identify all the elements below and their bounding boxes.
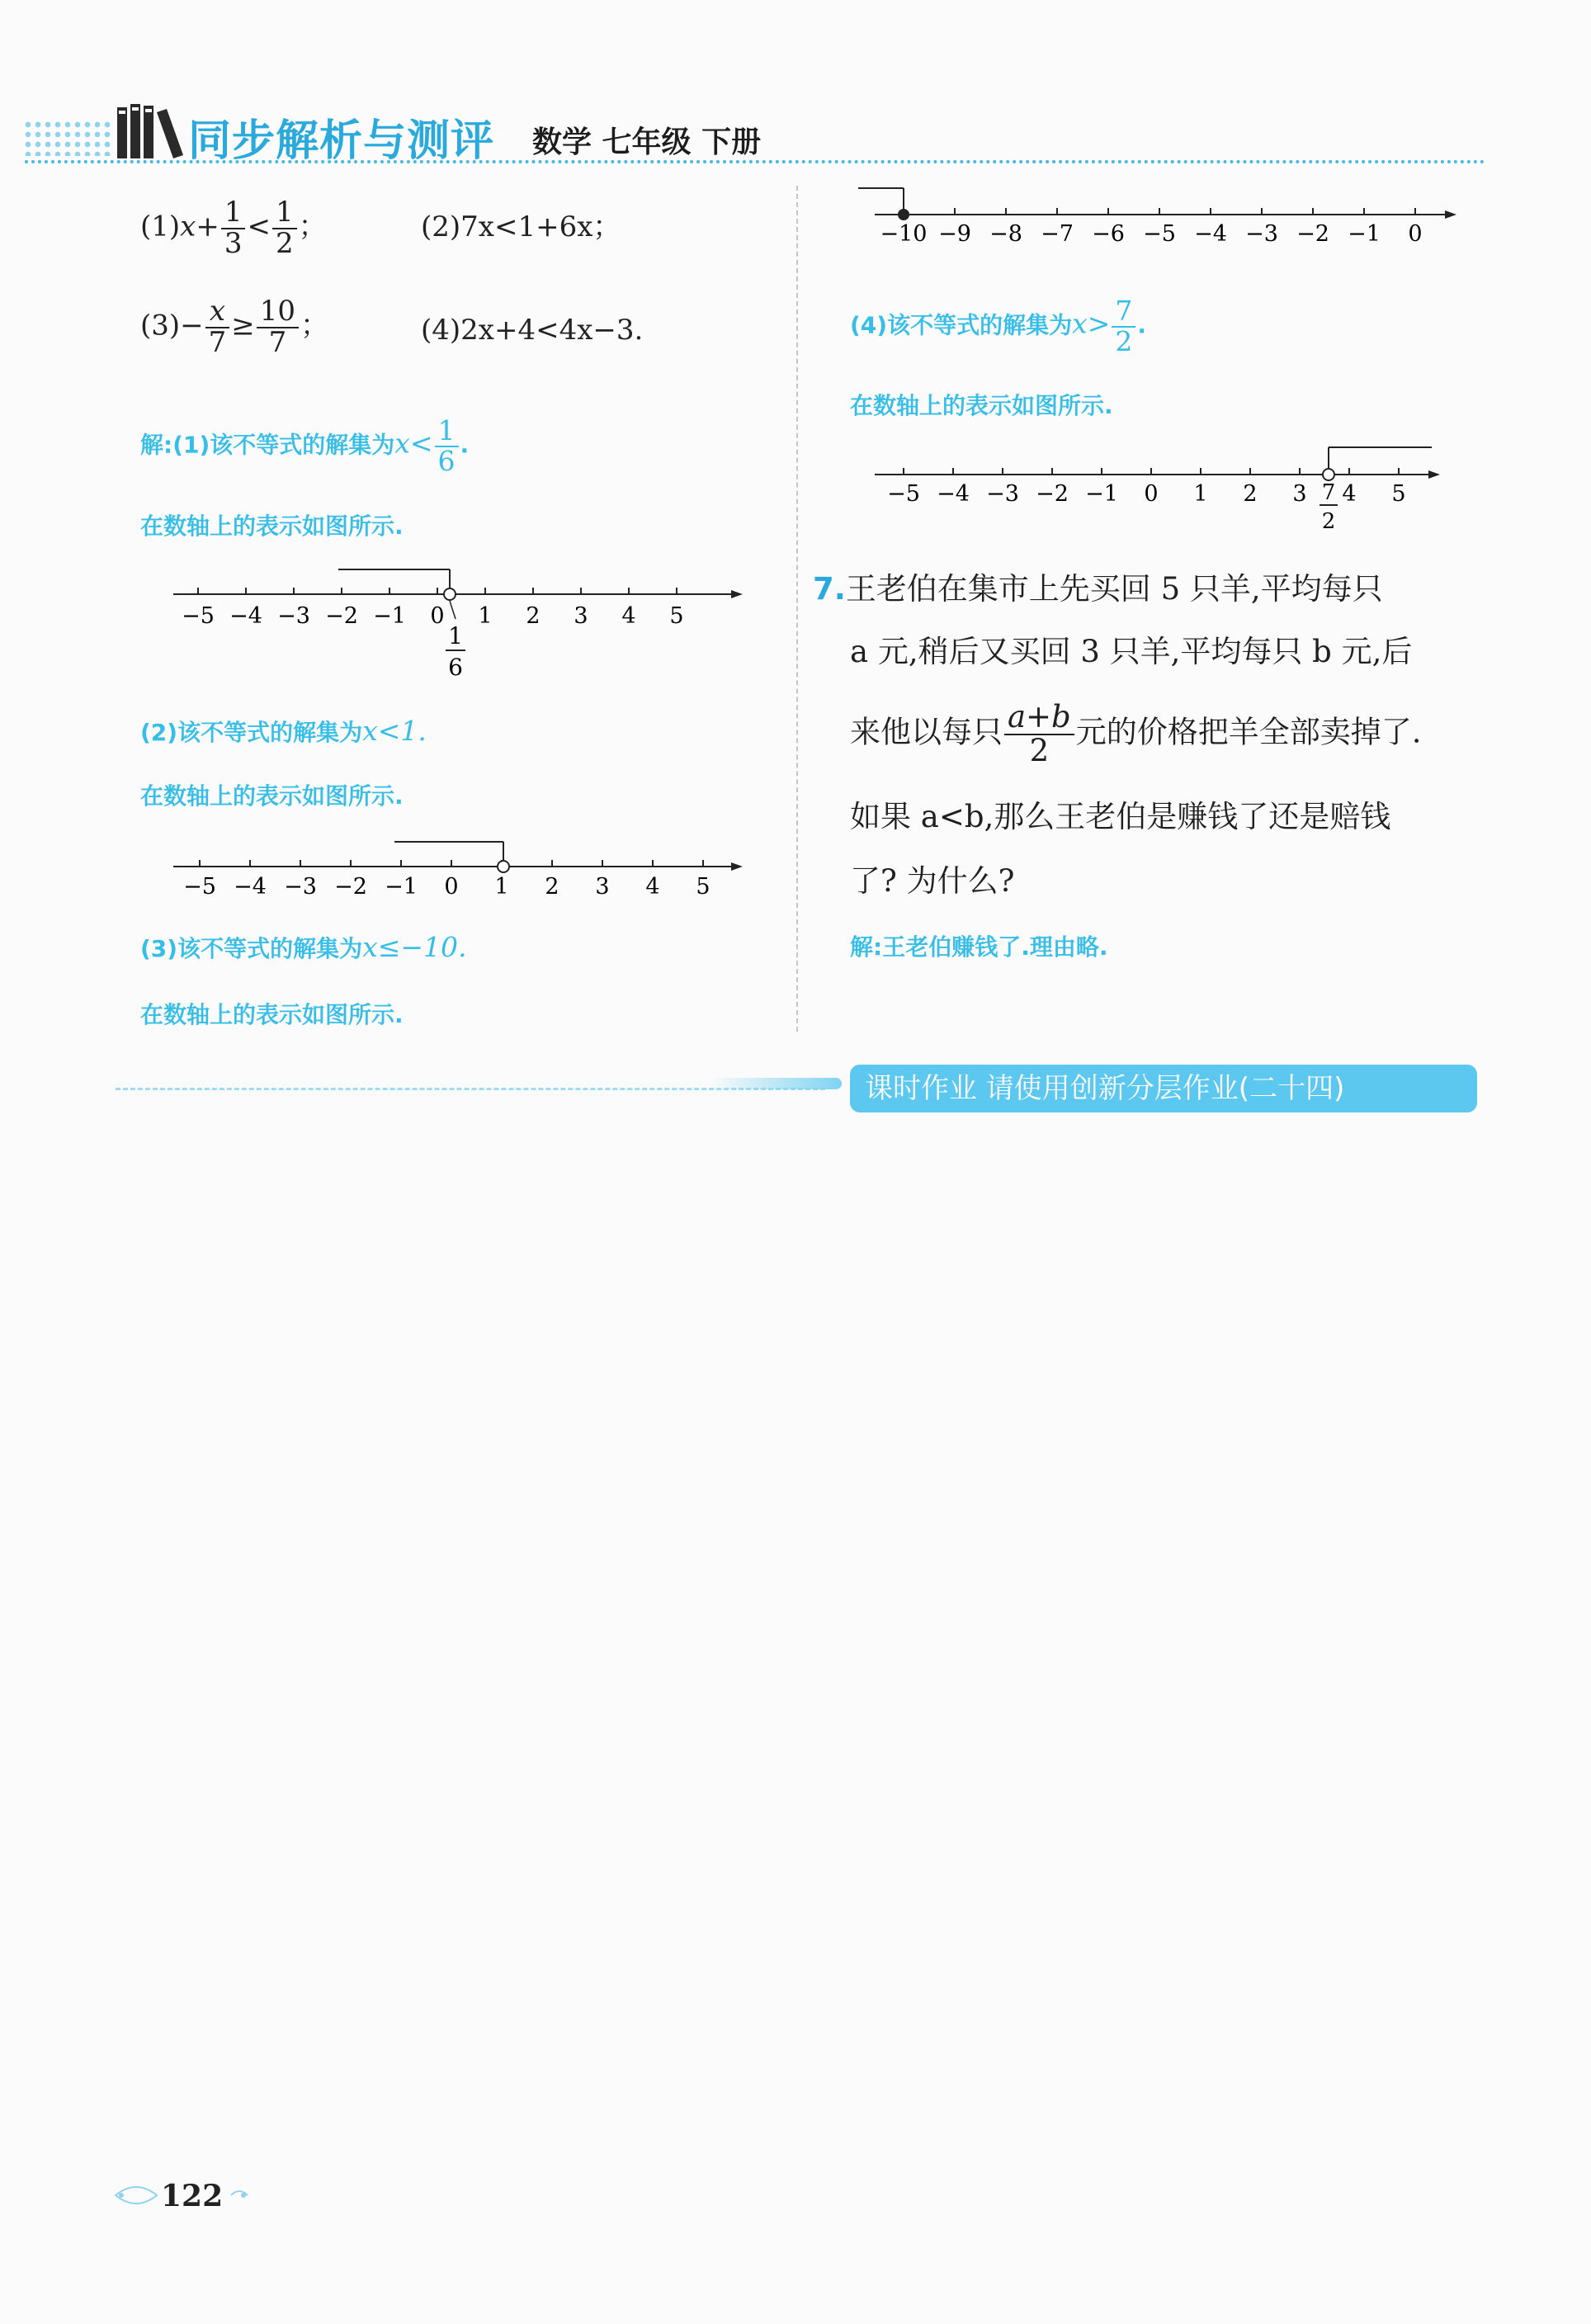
tick-label: 2 (1243, 481, 1258, 507)
tick-label: −3 (1245, 221, 1278, 247)
tick-label: −1 (1085, 481, 1118, 507)
tick-label: 2 (545, 874, 559, 900)
tick-label: −4 (937, 481, 970, 507)
tick-label: −3 (986, 481, 1019, 507)
tick-label: 5 (1391, 481, 1406, 507)
nl4-point-num: 7 (1321, 480, 1336, 505)
answer-1-caption: 在数轴上的表示如图所示. (140, 513, 404, 540)
tick-label: −5 (182, 603, 215, 629)
exercise-7-line-1: 7.王老伯在集市上先买回 5 只羊,平均每只 (813, 571, 1383, 607)
tick-label: −4 (234, 874, 267, 900)
number-line-4 (866, 437, 1461, 553)
tick-label: 3 (574, 603, 588, 629)
header-divider (25, 160, 1485, 163)
tick-label: −2 (325, 603, 358, 629)
tick-label: 2 (526, 603, 541, 629)
tick-label: 1 (494, 874, 509, 900)
brand-title: 同步解析与测评 (188, 116, 495, 166)
answer-3: (3)该不等式的解集为x≤−10. (140, 931, 467, 963)
header-dot-pattern (23, 120, 112, 156)
tick-label: −4 (229, 603, 262, 629)
tick-label: −1 (1348, 221, 1381, 247)
tick-label: −7 (1041, 221, 1074, 247)
exercise-7-line-3: 来他以每只 $\frac{a+b}{2}$ 元的价格把羊全部卖掉了. (850, 699, 1422, 768)
tick-label: −1 (385, 874, 418, 900)
tick-label: −5 (1143, 221, 1176, 247)
tick-label: −2 (1036, 481, 1069, 507)
tick-label: 5 (669, 603, 684, 629)
tick-label: 1 (478, 603, 493, 629)
tick-label: −4 (1194, 221, 1227, 247)
exercise-7-answer: 解:王老伯赚钱了.理由略. (850, 933, 1108, 961)
page-number: 122 (161, 2179, 224, 2213)
subject-label: 数学 七年级 下册 (532, 125, 762, 159)
column-divider (796, 186, 798, 1032)
tick-label: 3 (1292, 481, 1307, 507)
tick-label: −10 (880, 221, 928, 247)
tick-label: −6 (1092, 221, 1125, 247)
exercise-7-line-2: a 元,稍后又买回 3 只羊,平均每只 b 元,后 (850, 634, 1413, 669)
number-line-1 (165, 561, 759, 693)
tick-label: −5 (183, 874, 216, 900)
nl1-point-num: 1 (448, 622, 463, 649)
nl4-point-den: 2 (1321, 509, 1336, 534)
tick-label: −5 (887, 481, 920, 507)
tick-label: 4 (645, 874, 660, 900)
tick-label: 5 (696, 874, 711, 900)
answer-2: (2)该不等式的解集为x<1. (140, 715, 427, 747)
tick-label: 0 (444, 874, 459, 900)
answer-3-caption: 在数轴上的表示如图所示. (140, 1001, 404, 1028)
tick-label: −1 (373, 603, 406, 629)
tick-label: 0 (430, 603, 445, 629)
answer-4: (4)该不等式的解集为x> $\frac{7}{2}$ . (850, 295, 1146, 357)
books-logo-icon (116, 101, 186, 160)
tick-label: −3 (277, 603, 310, 629)
tick-label: −9 (938, 221, 971, 247)
tick-label: 0 (1408, 221, 1423, 247)
question-3: (3)− $\frac{x}{7}$ ≥ $\frac{10}{7}$ ； (140, 295, 329, 359)
footer-divider-accent (710, 1078, 842, 1089)
tick-label: 4 (621, 603, 636, 629)
answer-4-caption: 在数轴上的表示如图所示. (850, 392, 1113, 419)
exercise-7-line-5: 了? 为什么? (850, 863, 1015, 899)
answer-2-caption: 在数轴上的表示如图所示. (140, 782, 404, 810)
tick-label: 3 (595, 874, 610, 900)
tick-label: 0 (1144, 481, 1159, 507)
exercise-7-line-4: 如果 a<b,那么王老伯是赚钱了还是赔钱 (850, 799, 1391, 834)
tick-label: −3 (284, 874, 317, 900)
number-line-2 (165, 838, 759, 904)
number-line-3 (858, 182, 1469, 256)
question-4: (4)2x+4<4x−3. (421, 314, 644, 347)
question-2: (2)7x<1+6x； (421, 210, 621, 243)
tick-label: −2 (1296, 221, 1329, 247)
answer-1: 解:(1)该不等式的解集为x< $\frac{1}{6}$ . (140, 414, 470, 477)
tick-label: 4 (1342, 481, 1357, 507)
homework-banner: 课时作业 请使用创新分层作业(二十四) (850, 1065, 1477, 1112)
tick-label: −2 (334, 874, 367, 900)
nl1-point-den: 6 (448, 654, 463, 681)
question-1: (1)x+ $\frac{1}{3}$ < $\frac{1}{2}$ ； (140, 196, 327, 260)
tick-label: 1 (1193, 481, 1208, 507)
tick-label: −8 (989, 221, 1022, 247)
